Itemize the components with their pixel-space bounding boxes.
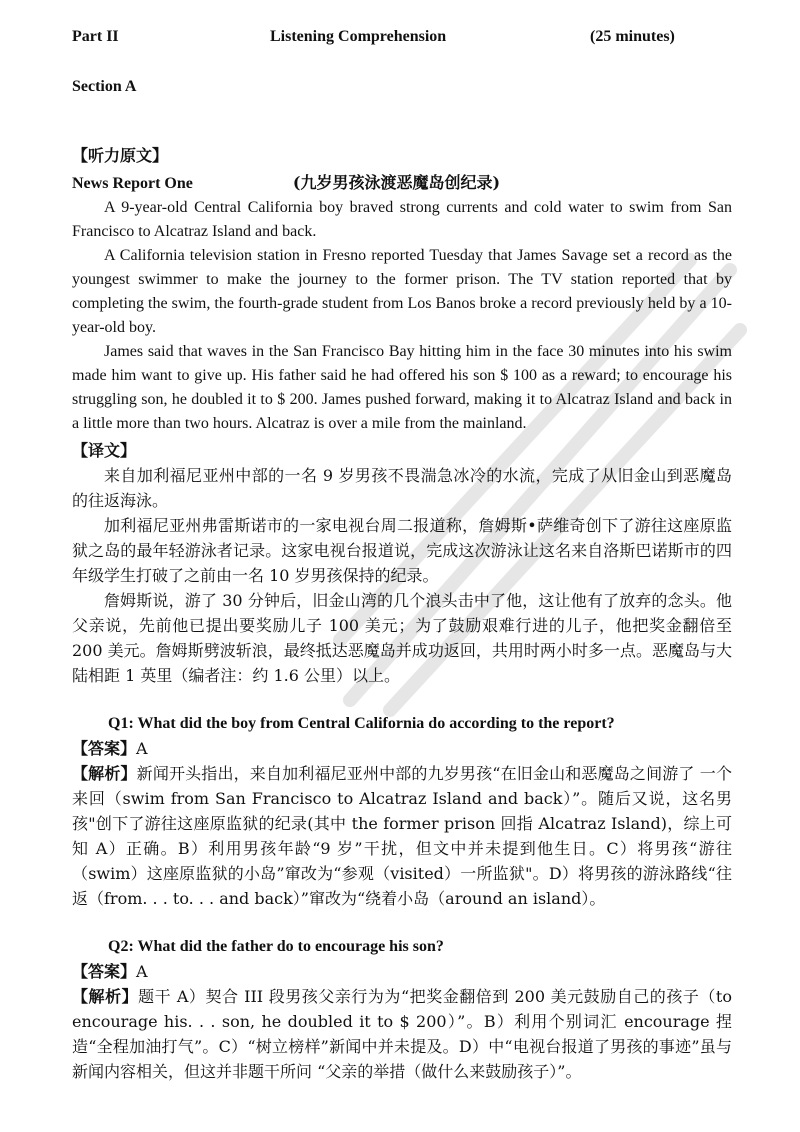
translation-label: 【译文】 <box>72 441 137 460</box>
part-label: Part II <box>72 28 119 45</box>
report-paragraph: A California television station in Fresno reported Tuesday that James Savage set a record as the youngest swimmer to make the journey to the former prison. The TV station reported that by completing the swim, the fourth-grade student from Los Banos broke a record previously held by a 10-year-old boy. <box>72 247 732 336</box>
answer-value: A <box>136 962 148 981</box>
analysis-text: 新闻开头指出，来自加利福尼亚州中部的九岁男孩“在旧金山和恶魔岛之间游了 一个来回（swim from San Francisco to Alcatraz Island and back）”。随后又说，这名男孩"创下了游往这座原监狱的纪录(其中 the former prison 回指 Alcatraz Island)，综上可知 A）正确。B）利用男孩年龄“9 岁”干扰，但文中并未提到他生日。C）将男孩“游往（swim）这座原监狱的小岛”窜改为“参观（visited）一所监狱"。D）将男孩的游泳路线“往返（from. . . to. . . and back）”窜改为“绕着小岛（around an island）。 <box>72 764 732 908</box>
analysis-1 <box>72 761 732 911</box>
answer-label: 【答案】 <box>72 962 137 981</box>
exam-header <box>72 28 728 50</box>
translation-paragraph: 詹姆斯说，游了 30 分钟后，旧金山湾的几个浪头击中了他，这让他有了放弃的念头。他父亲说，先前他已提出要奖励儿子 100 美元；为了鼓励艰难行进的儿子，他把奖金翻倍至 200 美元。詹姆斯劈波斩浪，最终抵达恶魔岛并成功返回，共用时两小时多一点。恶魔岛与大陆相距 1 英里（编者注：约 1.6 公里）以上。 <box>72 591 732 685</box>
report-paragraph: James said that waves in the San Francisco Bay hitting him in the face 30 minutes into his swim made him want to give up. His father said he had offered his son $ 100 as a reward; to encourage his struggling son, he doubled it to $ 200. James pushed forward, making it to Alcatraz Island and back in a little more than two hours. Alcatraz is over a mile from the mainland. <box>72 343 732 432</box>
transcript-block <box>72 143 732 1084</box>
translation-paragraph: 来自加利福尼亚州中部的一名 9 岁男孩不畏湍急冰冷的水流，完成了从旧金山到恶魔岛的往返海泳。 <box>72 466 732 510</box>
answer-2-row <box>72 959 732 984</box>
report-paragraph: A 9-year-old Central California boy braved strong currents and cold water to swim from San Francisco to Alcatraz Island and back. <box>72 199 732 240</box>
answer-value: A <box>136 739 148 758</box>
question-1: Q1: What did the boy from Central California do according to the report? <box>108 715 615 732</box>
translation-paragraph: 加利福尼亚州弗雷斯诺市的一家电视台周二报道称，詹姆斯•萨维奇创下了游往这座原监狱之岛的最年轻游泳者记录。这家电视台报道说，完成这次游泳让这名来自洛斯巴诺斯市的四年级学生打破了之前由一名 10 岁男孩保持的纪录。 <box>72 516 732 585</box>
analysis-2 <box>72 984 732 1084</box>
analysis-text: 题干 A）契合 III 段男孩父亲行为为“把奖金翻倍到 200 美元鼓励自己的孩子（to encourage his. . . son, he doubled it to $ 200）”。B）利用个别词汇 encourage 捏造“全程加油打气”。C）“树立榜样”新闻中并未提及。D）中“电视台报道了男孩的事迹”虽与新闻内容相关，但这并非题干所问 “父亲的举措（做什么来鼓励孩子）”。 <box>72 987 732 1081</box>
report-subtitle: (九岁男孩泳渡恶魔岛创纪录) <box>292 173 501 192</box>
answer-1-row <box>72 736 732 761</box>
question-2: Q2: What did the father do to encourage his son? <box>108 938 444 955</box>
analysis-label: 【解析】 <box>72 987 139 1006</box>
time-label: (25 minutes) <box>590 28 675 45</box>
report-title: News Report One <box>72 175 193 192</box>
answer-label: 【答案】 <box>72 739 137 758</box>
part-title: Listening Comprehension <box>270 28 447 45</box>
transcript-label: 【听力原文】 <box>72 146 169 165</box>
section-title: Section A <box>72 78 137 95</box>
analysis-label: 【解析】 <box>72 764 137 783</box>
report-title-row <box>72 170 732 196</box>
